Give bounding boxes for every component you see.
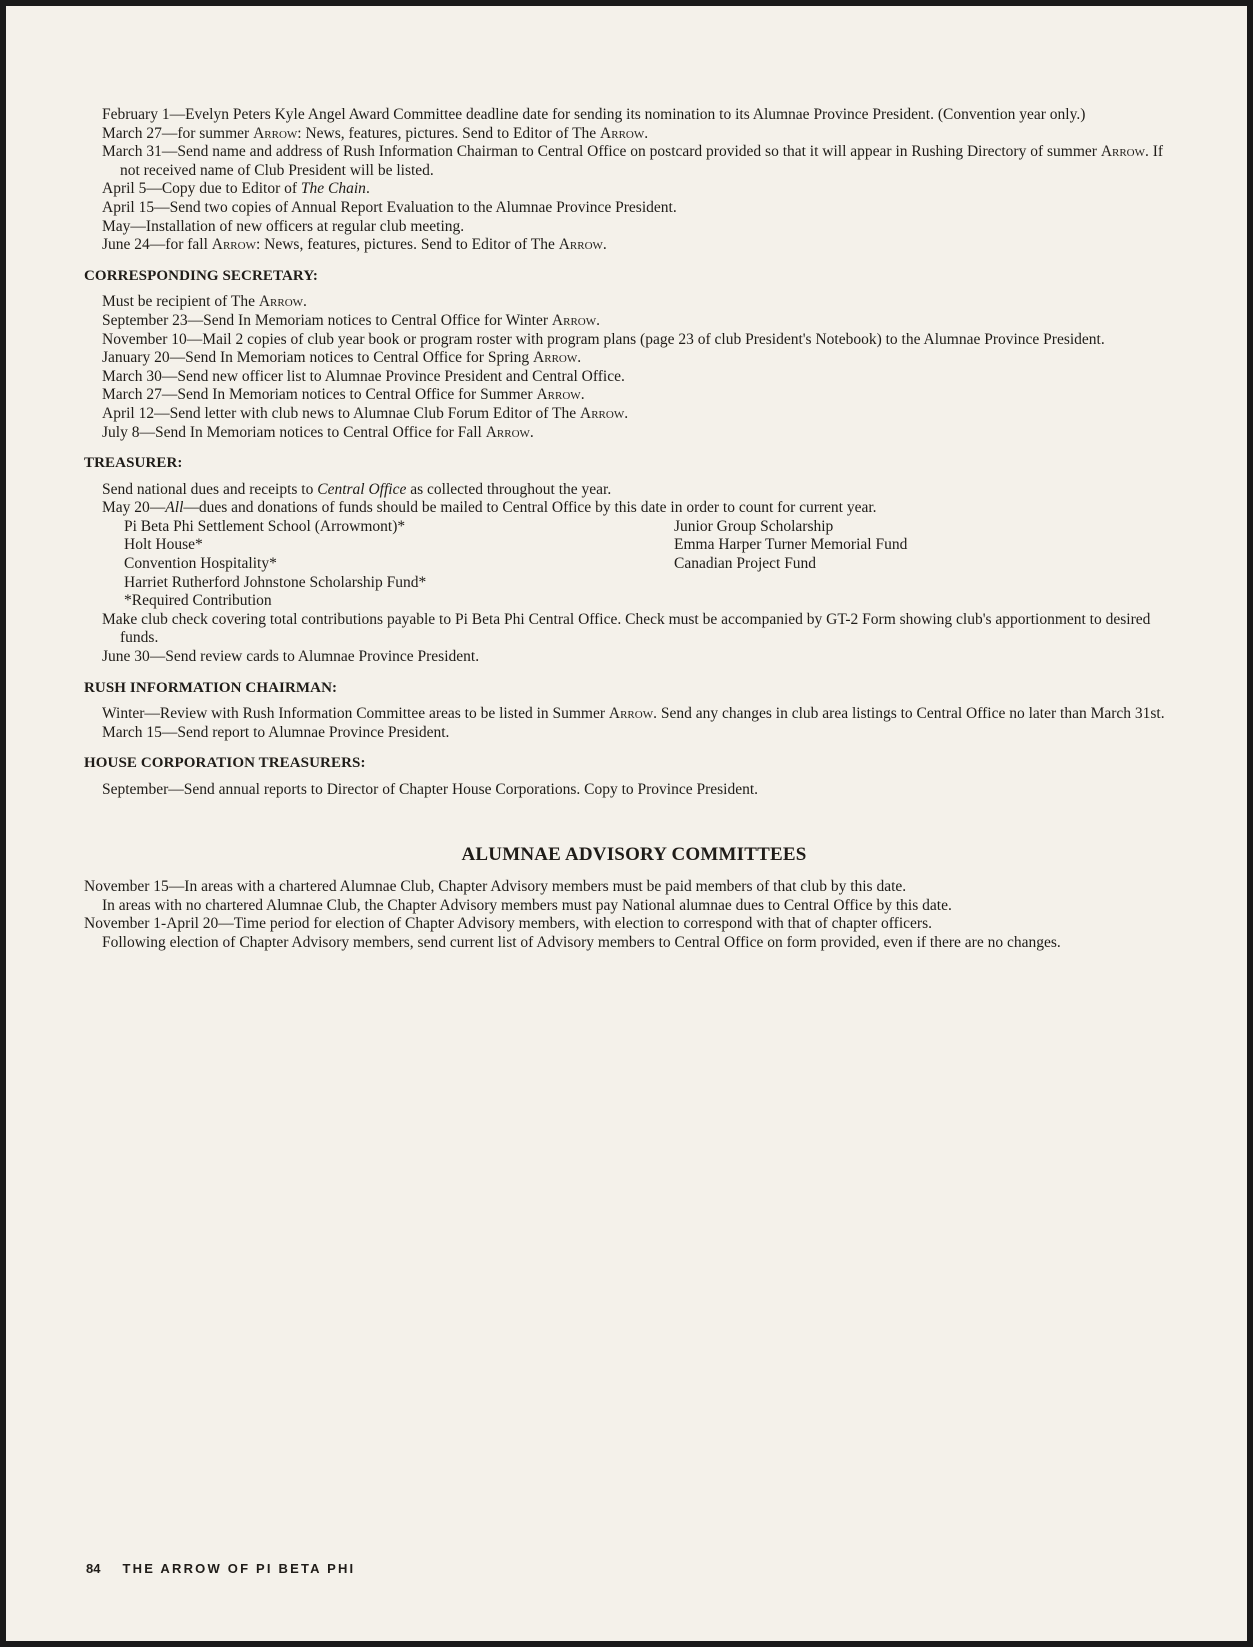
list-item: September—Send annual reports to Director of Chapter House Corporations. Copy to Province President. — [102, 781, 759, 798]
list-item: September 23—Send In Memoriam notices to Central Office for Winter Arrow. — [102, 311, 600, 329]
advisory-committees-title: ALUMNAE ADVISORY COMMITTEES — [461, 843, 807, 865]
fund-item: Junior Group Scholarship — [674, 517, 834, 535]
list-item: March 27—Send In Memoriam notices to Central Office for Summer Arrow. — [102, 386, 585, 404]
list-item: November 1-April 20—Time period for election of Chapter Advisory members, with election to correspond with that of chapter officers. — [84, 915, 932, 933]
fund-item: Harriet Rutherford Johnstone Scholarship Fund* — [124, 573, 427, 591]
list-item: November 10—Mail 2 copies of club year book or program roster with program plans (page 23 of club President's Notebook) to the Alumnae Province President. — [102, 330, 1105, 348]
list-item: Send national dues and receipts to Central Office as collected throughout the year. — [102, 480, 612, 498]
list-item: Must be recipient of The Arrow. — [102, 293, 307, 311]
top-entries — [84, 106, 1184, 255]
fund-item: Pi Beta Phi Settlement School (Arrowmont)* — [124, 517, 406, 535]
list-item: April 12—Send letter with club news to Alumnae Club Forum Editor of The Arrow. — [102, 404, 629, 422]
page-footer — [86, 1561, 355, 1576]
fund-item: Canadian Project Fund — [674, 555, 817, 573]
list-item: Following election of Chapter Advisory members, send current list of Advisory members to Central Office on form provided, even if there are no changes. — [102, 933, 1061, 951]
list-item: May 20—All—dues and donations of funds should be mailed to Central Office by this date in order to count for current year. — [102, 499, 877, 517]
list-item: Winter—Review with Rush Information Committee areas to be listed in Summer Arrow. Send any changes in club area listings to Central Office no later than March 31st. — [102, 705, 1165, 723]
house-corporation-section — [84, 781, 1184, 800]
treasurer-section — [84, 481, 1184, 667]
fund-item: Emma Harper Turner Memorial Fund — [674, 536, 908, 554]
fund-item: Convention Hospitality* — [124, 555, 277, 573]
list-item: November 15—In areas with a chartered Alumnae Club, Chapter Advisory members must be paid members of that club by this date. — [84, 878, 907, 896]
required-contribution-note: *Required Contribution — [124, 592, 272, 610]
list-item: In areas with no chartered Alumnae Club, the Chapter Advisory members must pay National alumnae dues to Central Office by this date. — [102, 896, 952, 914]
list-item: July 8—Send In Memoriam notices to Central Office for Fall Arrow. — [102, 423, 534, 441]
advisory-committees-section — [84, 878, 1184, 952]
entry-feb-1: February 1—Evelyn Peters Kyle Angel Award Committee deadline date for sending its nomination to its Alumnae Province President. (Convention year only.) — [102, 106, 1086, 123]
entry-mar-31: March 31—Send name and address of Rush Information Chairman to Central Office on postcard provided so that it will appear in Rushing Directory of summer Arrow. If not received name of Club President will be listed. — [102, 143, 1164, 179]
rush-information-heading: RUSH INFORMATION CHAIRMAN: — [84, 679, 338, 696]
rush-information-section — [84, 705, 1184, 742]
page-content — [84, 106, 1184, 953]
treasurer-heading: TREASURER: — [84, 455, 183, 472]
list-item: January 20—Send In Memoriam notices to Central Office for Spring Arrow. — [102, 349, 582, 367]
house-corporation-heading: HOUSE CORPORATION TREASURERS: — [84, 755, 366, 772]
funds-list — [124, 518, 1184, 611]
list-item: Make club check covering total contributions payable to Pi Beta Phi Central Office. Check must be accompanied by GT-2 Form showing club's apportionment to desired funds. — [102, 610, 1151, 647]
entry-mar-27: March 27—for summer Arrow: News, features, pictures. Send to Editor of The Arrow. — [102, 124, 649, 142]
list-item: March 15—Send report to Alumnae Province President. — [102, 723, 450, 741]
list-item: March 30—Send new officer list to Alumnae Province President and Central Office. — [102, 367, 625, 385]
entry-may: May—Installation of new officers at regular club meeting. — [102, 217, 465, 235]
entry-apr-15: April 15—Send two copies of Annual Report Evaluation to the Alumnae Province President. — [102, 198, 677, 216]
corresponding-secretary-section — [84, 293, 1184, 442]
publication-title: THE ARROW OF PI BETA PHI — [122, 1561, 356, 1576]
document-page — [6, 6, 1247, 1641]
corresponding-secretary-heading: CORRESPONDING SECRETARY: — [84, 267, 318, 284]
fund-item: Holt House* — [124, 536, 203, 554]
entry-apr-5: April 5—Copy due to Editor of The Chain. — [102, 180, 370, 198]
entry-jun-24: June 24—for fall Arrow: News, features, pictures. Send to Editor of The Arrow. — [102, 236, 607, 254]
list-item: June 30—Send review cards to Alumnae Province President. — [102, 648, 480, 666]
page-number: 84 — [86, 1561, 101, 1576]
